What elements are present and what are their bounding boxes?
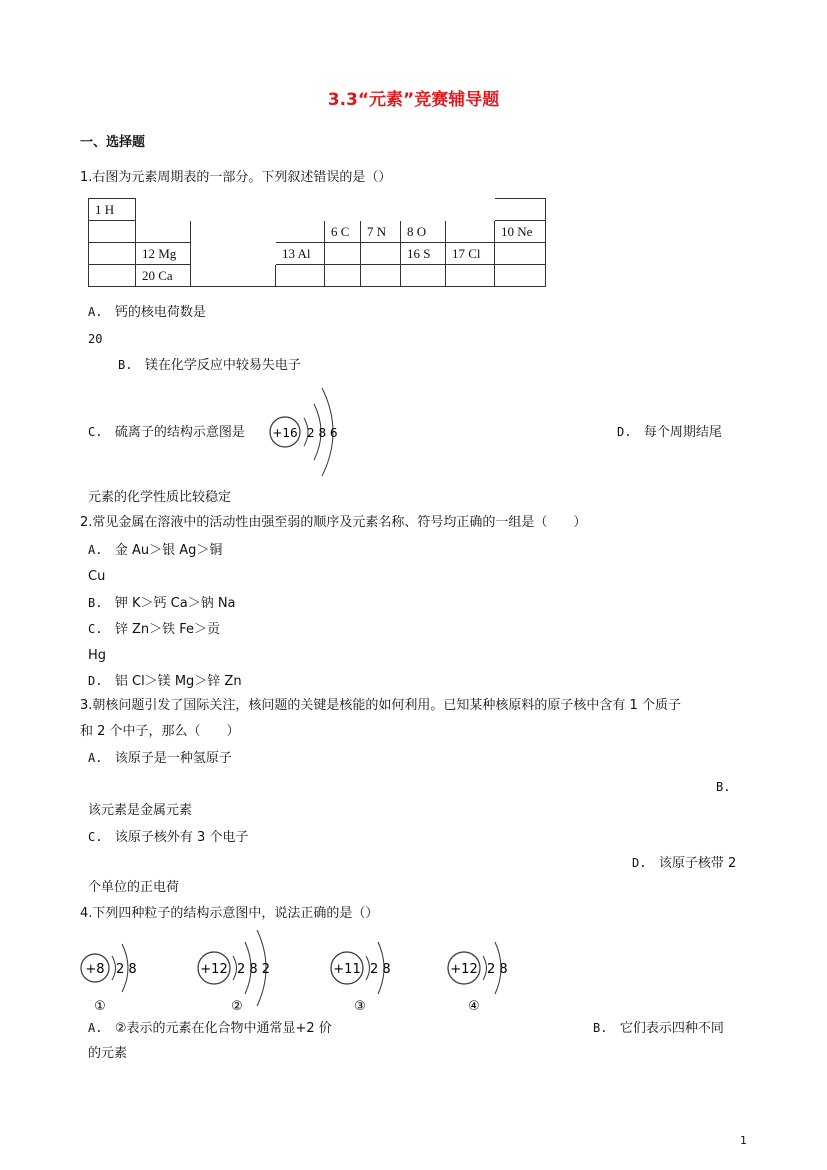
cell-c: 6 C [325,221,361,243]
option-letter: D. [88,674,103,688]
q1-option-b [118,357,301,374]
diagram-label: ④ [468,999,480,1014]
nucleus-charge: +11 [333,962,361,977]
option-text: 该原子核外有 3 个电子 [114,830,249,845]
particle-diagram-2 [195,930,295,1016]
option-text: 钙的核电荷数是 [114,305,206,320]
q3-option-d [632,855,736,872]
q3-option-d-continuation: 个单位的正电荷 [88,880,180,895]
cell-ca: 20 Ca [136,265,191,287]
q4-option-b-continuation: 的元素 [88,1046,128,1061]
electron-shells: 2 8 [370,962,391,977]
cell-empty [495,243,546,265]
nucleus-charge: +12 [200,962,228,977]
option-letter: D. [617,425,632,439]
cell-empty [325,265,361,287]
option-letter: C. [88,622,103,636]
particle-diagram-3 [328,930,418,1016]
page-number: 1 [740,1134,747,1147]
nucleus-charge: +12 [450,962,478,977]
cell-empty [361,265,401,287]
page-title: 3.3“元素”竞赛辅导题 [327,90,500,110]
cell-ne: 10 Ne [495,221,546,243]
option-letter: B. [593,1021,608,1035]
cell-s: 16 S [401,243,446,265]
particle-diagram-4 [444,930,534,1016]
cell-empty [325,199,361,221]
particle-diagram-1 [78,930,168,1016]
cell-empty [191,243,276,265]
cell-empty [276,221,325,243]
q2-option-a [88,542,222,559]
diagram-label: ③ [354,999,366,1014]
cell-empty [495,265,546,287]
option-text: 镁在化学反应中较易失电子 [144,358,301,373]
question-3-stem-line2: 和 2 个中子，那么（ ） [80,724,240,739]
option-text: 金 Au＞银 Ag＞铜 [114,543,223,558]
section-heading: 一、选择题 [80,135,146,150]
electron-shells: 2 8 6 [307,426,338,440]
option-text: 锌 Zn＞铁 Fe＞贡 [114,622,221,637]
cell-empty [276,199,325,221]
cell-empty [325,243,361,265]
q3-option-a [88,750,232,767]
q2-option-d [88,673,242,690]
cell-h: 1 H [89,199,136,221]
option-text: ②表示的元素在化合物中通常显+2 价 [114,1021,332,1036]
cell-empty [446,221,495,243]
cell-empty [446,265,495,287]
question-4-stem: 4.下列四种粒子的结构示意图中，说法正确的是（） [80,906,379,921]
cell-empty [361,243,401,265]
cell-empty [89,221,136,243]
q1-option-d-continuation: 元素的化学性质比较稳定 [88,490,232,505]
q3-option-c [88,829,248,846]
option-letter: C. [88,830,103,844]
option-text: 它们表示四种不同 [619,1021,724,1036]
option-letter: A. [88,543,103,557]
option-letter: D. [632,856,647,870]
nucleus-charge: +16 [272,426,298,440]
cell-empty [276,265,325,287]
option-text: 该原子核带 2 [658,856,737,871]
q2-option-b [88,595,236,612]
question-2-stem: 2.常见金属在溶液中的活动性由强至弱的顺序及元素名称、符号均正确的一组是（ ） [80,515,587,530]
option-text: 该原子是一种氢原子 [114,751,232,766]
option-letter: A. [88,1021,103,1035]
electron-shells: 2 8 [116,962,137,977]
cell-empty [191,221,276,243]
q4-option-a [88,1020,332,1037]
option-letter: B. [118,358,133,372]
option-text: 铝 Cl＞镁 Mg＞锌 Zn [114,674,242,689]
option-letter: A. [88,305,103,319]
q4-option-b [593,1020,724,1037]
q2-option-c [88,621,220,638]
q3-option-b-letter: B. [716,780,731,794]
question-1-stem: 1.右图为元素周期表的一部分。下列叙述错误的是（） [80,170,392,185]
option-text: 硫离子的结构示意图是 [114,425,245,440]
cell-empty [89,243,136,265]
q3-option-b-text: 该元素是金属元素 [88,803,193,818]
cell-n: 7 N [361,221,401,243]
diagram-label: ② [231,999,243,1014]
option-letter: C. [88,425,103,439]
cell-empty [191,199,276,221]
electron-shells: 2 8 [487,962,508,977]
option-letter: A. [88,751,103,765]
cell-empty [136,199,191,221]
option-text: 钾 K＞钙 Ca＞钠 Na [114,596,236,611]
cell-empty [495,199,546,221]
q2-option-a-continuation: Cu [88,569,106,584]
option-text: 每个周期结尾 [643,425,722,440]
question-3-stem-line1: 3.朝核问题引发了国际关注，核问题的关键是核能的如何利用。已知某种核原料的原子核中含有 1 个质子 [80,698,681,713]
cell-empty [401,199,446,221]
periodic-table-excerpt [88,198,546,287]
sulfide-ion-structure-diagram [266,382,346,482]
cell-empty [446,199,495,221]
nucleus-charge: +8 [85,962,105,977]
electron-shells: 2 8 2 [237,962,271,977]
diagram-label: ① [94,999,106,1014]
cell-empty [361,199,401,221]
cell-empty [401,265,446,287]
cell-mg: 12 Mg [136,243,191,265]
cell-cl: 17 Cl [446,243,495,265]
q1-option-a-continuation: 20 [88,332,103,346]
cell-empty [136,221,191,243]
q1-option-c [88,424,245,441]
q2-option-c-continuation: Hg [88,648,107,663]
cell-al: 13 Al [276,243,325,265]
q1-option-d [617,424,722,441]
q1-option-a [88,304,206,321]
cell-empty [191,265,276,287]
cell-empty [89,265,136,287]
option-letter: B. [88,596,103,610]
cell-o: 8 O [401,221,446,243]
